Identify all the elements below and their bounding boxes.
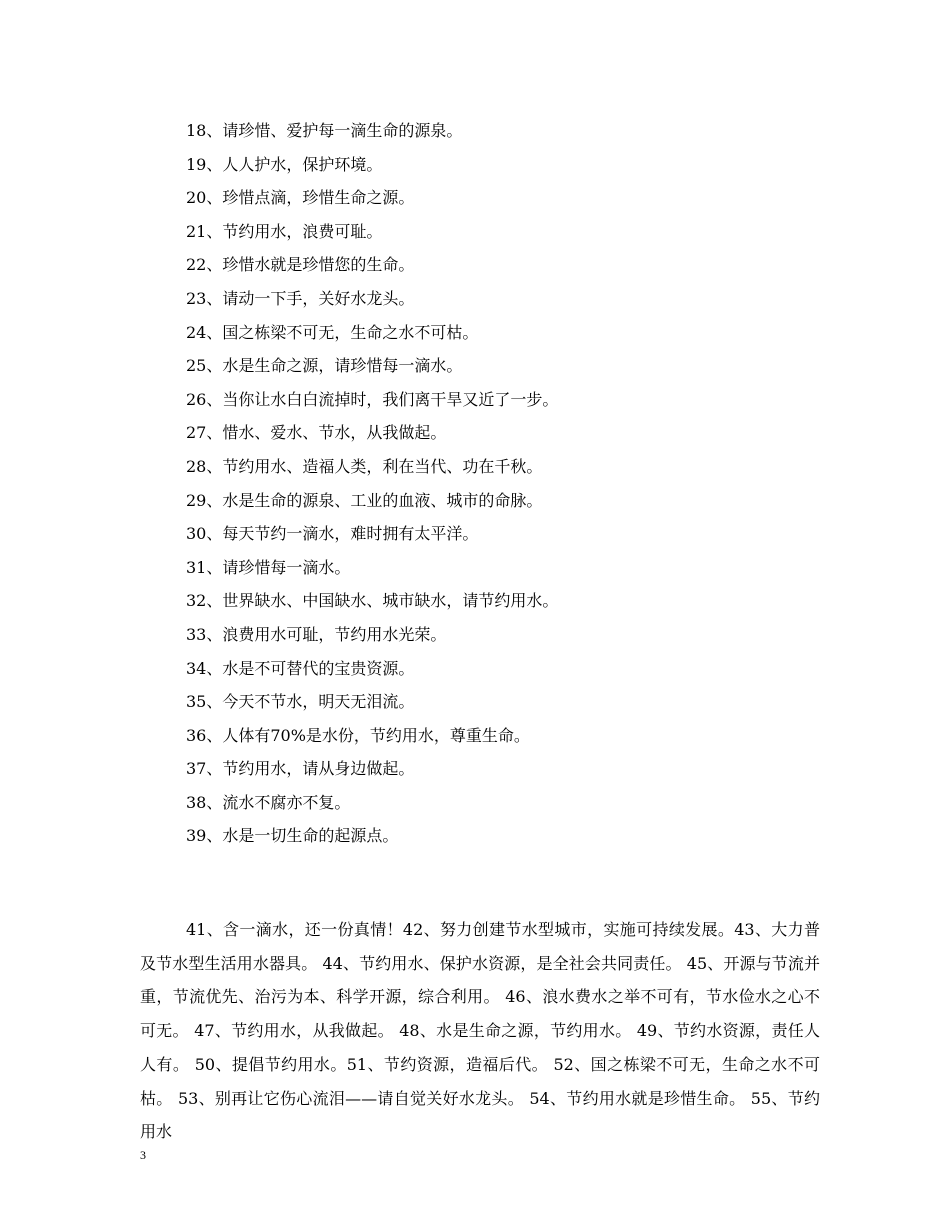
list-item: 21、节约用水，浪费可耻。 [186,221,383,241]
list-item: 24、国之栋梁不可无，生命之水不可枯。 [186,322,479,342]
list-item: 36、人体有70%是水份，节约用水，尊重生命。 [186,725,530,745]
list-item: 18、请珍惜、爱护每一滴生命的源泉。 [186,121,463,140]
list-item: 26、当你让水白白流掉时，我们离干旱又近了一步。 [186,389,559,409]
list-item: 38、流水不腐亦不复。 [186,792,351,812]
body-paragraph: 41、含一滴水，还一份真情！42、努力创建节水型城市，实施可持续发展。43、大力普及节水型生活用水器具。 44、节约用水、保护水资源，是全社会共同责任。 45、开源与节流并重，节流优先、治污为本、科学开源，综合利用。 46、浪水费水之举不可有，节水俭水之心不可无。 47、节约用水，从我做起。 48、水是生命之源，节约用水。 49、节约水资源，责任人人有。 50、提倡节约用水。51、节约资源，造福后代。 52、国之栋梁不可无，生命之水不可枯。 53、别再让它伤心流泪——请自觉关好水龙头。 54、节约用水就是珍惜生命。 55、节约用水 [140,920,820,1142]
list-item: 30、每天节约一滴水，难时拥有太平洋。 [186,524,479,544]
list-item: 28、节约用水、造福人类，利在当代、功在千秋。 [186,456,543,476]
list-item: 27、惜水、爱水、节水，从我做起。 [186,423,447,443]
list-item: 37、节约用水，请从身边做起。 [186,759,415,779]
list-item: 20、珍惜点滴，珍惜生命之源。 [186,188,415,208]
list-item: 35、今天不节水，明天无泪流。 [186,692,415,712]
list-item: 25、水是生命之源，请珍惜每一滴水。 [186,356,463,376]
list-item: 23、请动一下手，关好水龙头。 [186,288,415,308]
list-item: 22、珍惜水就是珍惜您的生命。 [186,255,415,275]
list-item: 19、人人护水，保护环境。 [186,154,383,174]
list-item: 32、世界缺水、中国缺水、城市缺水，请节约用水。 [186,591,559,611]
list-item: 31、请珍惜每一滴水。 [186,557,351,577]
page-number: 3 [140,1148,146,1162]
slogan-list [186,117,886,856]
list-item: 33、浪费用水可耻，节约用水光荣。 [186,624,447,644]
list-item: 29、水是生命的源泉、工业的血液、城市的命脉。 [186,490,543,510]
list-item: 34、水是不可替代的宝贵资源。 [186,658,415,678]
list-item: 39、水是一切生命的起源点。 [186,826,399,846]
